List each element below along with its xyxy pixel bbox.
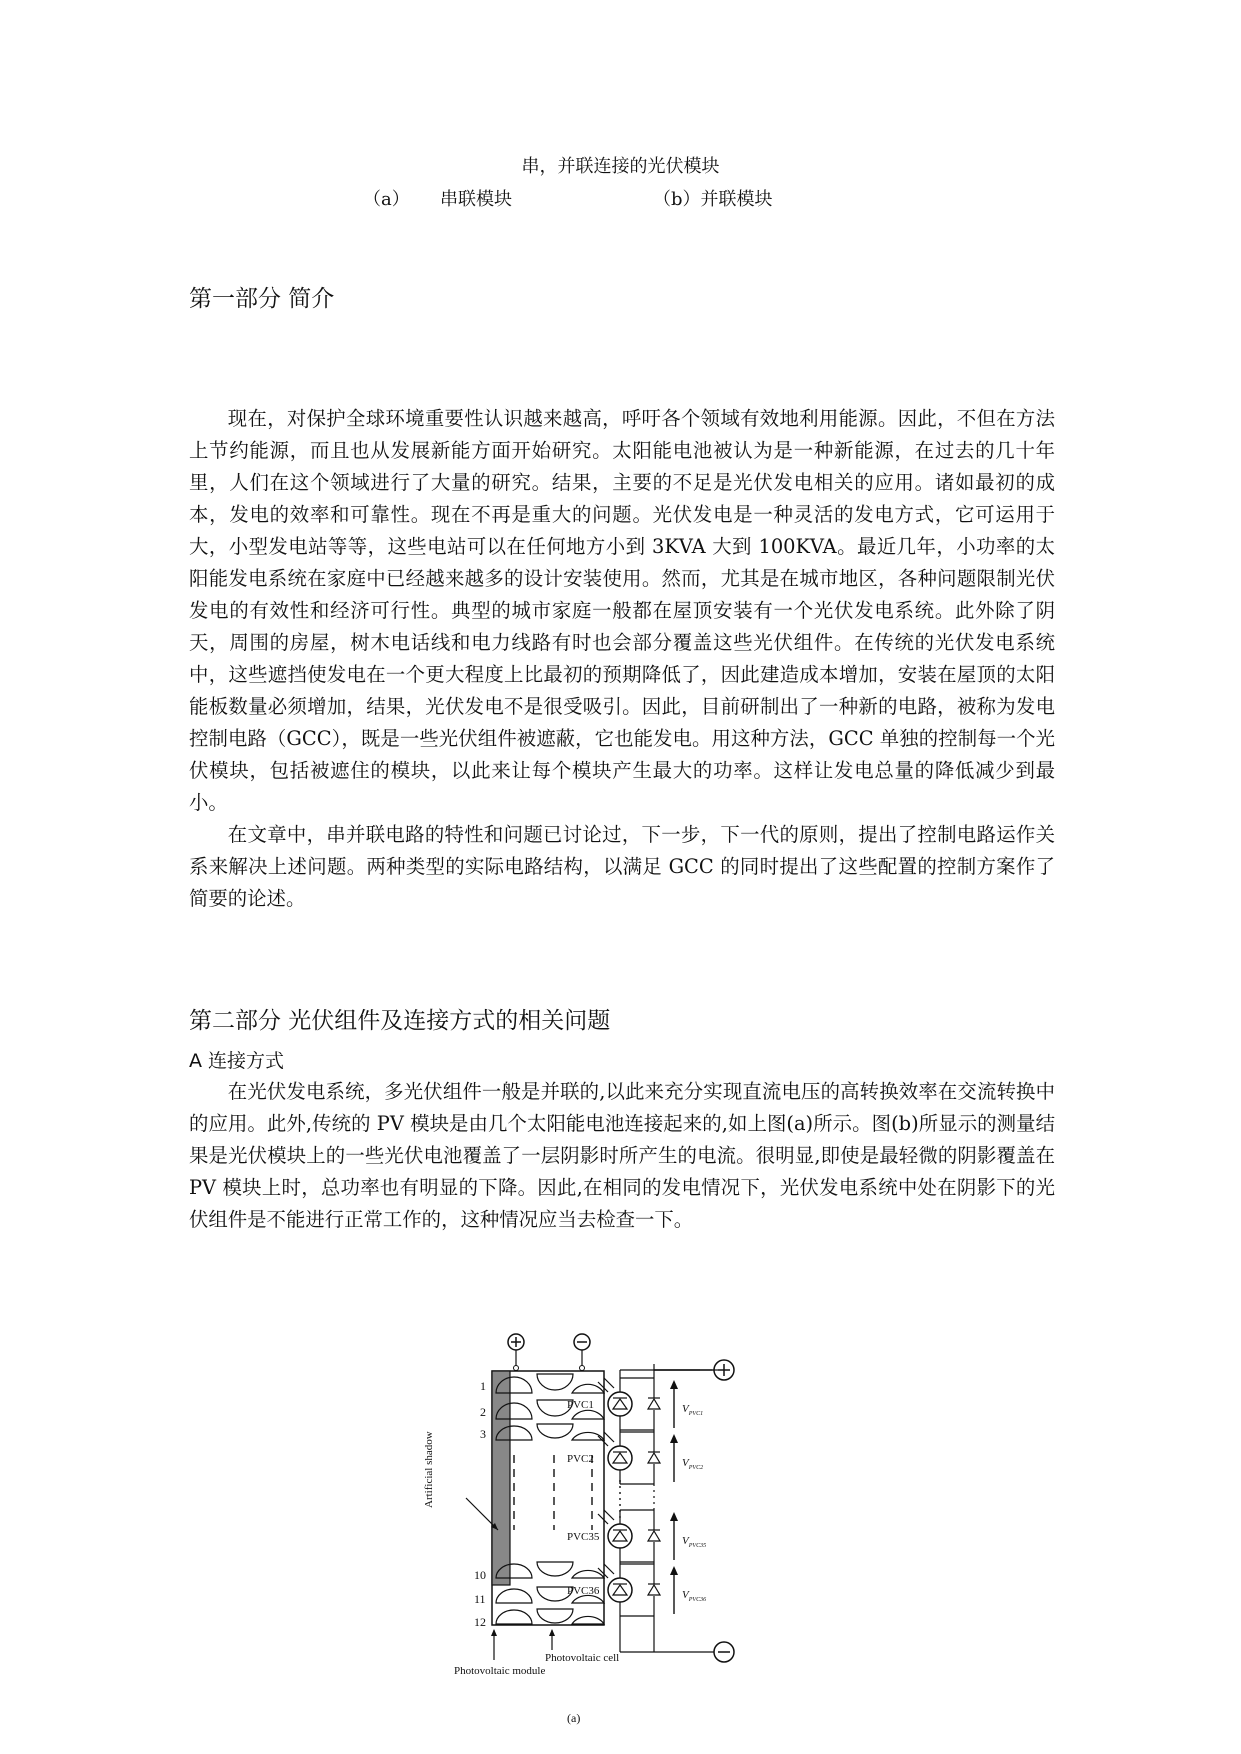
module-pointer-head — [491, 1629, 497, 1636]
light-arrow-icon — [604, 1378, 614, 1388]
row-label: 11 — [474, 1592, 486, 1606]
row-label: 2 — [480, 1405, 486, 1419]
bypass-diode-icon — [648, 1453, 660, 1463]
module-plus-terminal — [508, 1334, 524, 1371]
section2-heading: 第二部分 光伏组件及连接方式的相关问题 — [189, 1008, 611, 1034]
section1-body — [189, 403, 1055, 915]
pv-cell-circle — [608, 1446, 632, 1470]
pv-cell-block — [567, 1564, 706, 1616]
bypass-diode-icon — [648, 1585, 660, 1595]
photovoltaic-cell-label: Photovoltaic cell — [545, 1652, 620, 1664]
caption-label-a: （a） — [363, 189, 410, 210]
artificial-shadow-label: Artificial shadow — [423, 1431, 435, 1508]
voltage-label: $V_{PVC36}$ — [682, 1589, 707, 1603]
photovoltaic-module-label: Photovoltaic module — [454, 1665, 546, 1677]
pvc-label: PVC2 — [567, 1453, 594, 1465]
row-label: 3 — [480, 1427, 486, 1441]
pvc-label: PVC35 — [567, 1531, 600, 1543]
artificial-shadow — [492, 1371, 510, 1585]
module-minus-terminal — [574, 1334, 590, 1371]
caption-label-b: （b）并联模块 — [653, 189, 773, 210]
pv-cell-circle — [608, 1392, 632, 1416]
pv-cell-block — [567, 1378, 703, 1430]
voltage-label: $V_{PVC1}$ — [682, 1403, 704, 1417]
bypass-diode-icon — [648, 1531, 660, 1541]
bypass-diode-icon — [648, 1399, 660, 1409]
cell-continuation-dashes — [514, 1455, 592, 1530]
pvc-label: PVC1 — [567, 1399, 594, 1411]
pv-cell-string — [567, 1378, 706, 1645]
light-arrow-icon — [604, 1510, 614, 1520]
light-arrow-icon — [604, 1564, 614, 1574]
pv-cell-circle — [608, 1578, 632, 1602]
paragraph: 在光伏发电系统，多光伏组件一般是并联的,以此来充分实现直流电压的高转换效率在交流转换中的应用。此外,传统的 PV 模块是由几个太阳能电池连接起来的,如上图(a)所示。图(b)所显示的测量结果是光伏模块上的一些光伏电池覆盖了一层阴影时所产生的电流。很明显,即使是最轻微的阴影覆盖在 PV 模块上时，总功率也有明显的下降。因此,在相同的发电情况下，光伏发电系统中处在阴影下的光伏组件是不能进行正常工作的，这种情况应当去检查一下。 — [189, 1080, 1055, 1231]
section1-heading: 第一部分 简介 — [189, 286, 335, 312]
paragraph: 在文章中，串并联电路的特性和问题已讨论过，下一步，下一代的原则，提出了控制电路运作关系来解决上述问题。两种类型的实际电路结构，以满足 GCC 的同时提出了这些配置的控制方案作了简要的论述。 — [189, 823, 1055, 910]
row-label: 10 — [474, 1568, 486, 1582]
voltage-label: $V_{PVC2}$ — [682, 1457, 704, 1471]
string-plus-terminal — [620, 1360, 734, 1380]
row-label: 12 — [474, 1615, 486, 1629]
figure-title: 串，并联连接的光伏模块 — [521, 156, 720, 177]
cell-pointer-head — [549, 1629, 555, 1636]
light-arrow-icon — [598, 1436, 608, 1446]
caption-text-a: 串联模块 — [440, 189, 512, 210]
light-arrow-icon — [598, 1514, 608, 1524]
light-arrow-icon — [604, 1432, 614, 1442]
string-minus-terminal — [620, 1642, 734, 1662]
voltage-label: $V_{PVC35}$ — [682, 1535, 707, 1549]
figure-caption: (a) — [567, 1711, 581, 1725]
pvc-label: PVC36 — [567, 1585, 600, 1597]
pv-module-figure — [423, 1330, 840, 1730]
section2-body — [189, 1076, 1055, 1236]
row-label: 1 — [480, 1379, 486, 1393]
paragraph: 现在，对保护全球环境重要性认识越来越高，呼吁各个领域有效地利用能源。因此，不但在方法上节约能源，而且也从发展新能方面开始研究。太阳能电池被认为是一种新能源，在过去的几十年里，人们在这个领域进行了大量的研究。结果，主要的不足是光伏发电相关的应用。诸如最初的成本，发电的效率和可靠性。现在不再是重大的问题。光伏发电是一种灵活的发电方式，它可运用于大，小型发电站等等，这些电站可以在任何地方小到 3KVA 大到 100KVA。最近几年，小功率的太阳能发电系统在家庭中已经越来越多的设计安装使用。然而，尤其是在城市地区，各种问题限制光伏发电的有效性和经济可行性。典型的城市家庭一般都在屋顶安装有一个光伏发电系统。此外除了阴天，周围的房屋，树木电话线和电力线路有时也会部分覆盖这些光伏组件。在传统的光伏发电系统中，这些遮挡使发电在一个更大程度上比最初的预期降低了，因此建造成本增加，安装在屋顶的太阳能板数量必须增加，结果，光伏发电不是很受吸引。因此，目前研制出了一种新的电路，被称为发电控制电路（GCC），既是一些光伏组件被遮蔽，它也能发电。用这种方法，GCC 单独的控制每一个光伏模块，包括被遮住的模块，以此来让每个模块产生最大的功率。这样让发电总量的降低减少到最小。 — [189, 407, 1055, 814]
pv-cell-block — [567, 1510, 706, 1562]
pv-cell-circle — [608, 1524, 632, 1548]
section2-subheading: A 连接方式 — [189, 1050, 285, 1072]
